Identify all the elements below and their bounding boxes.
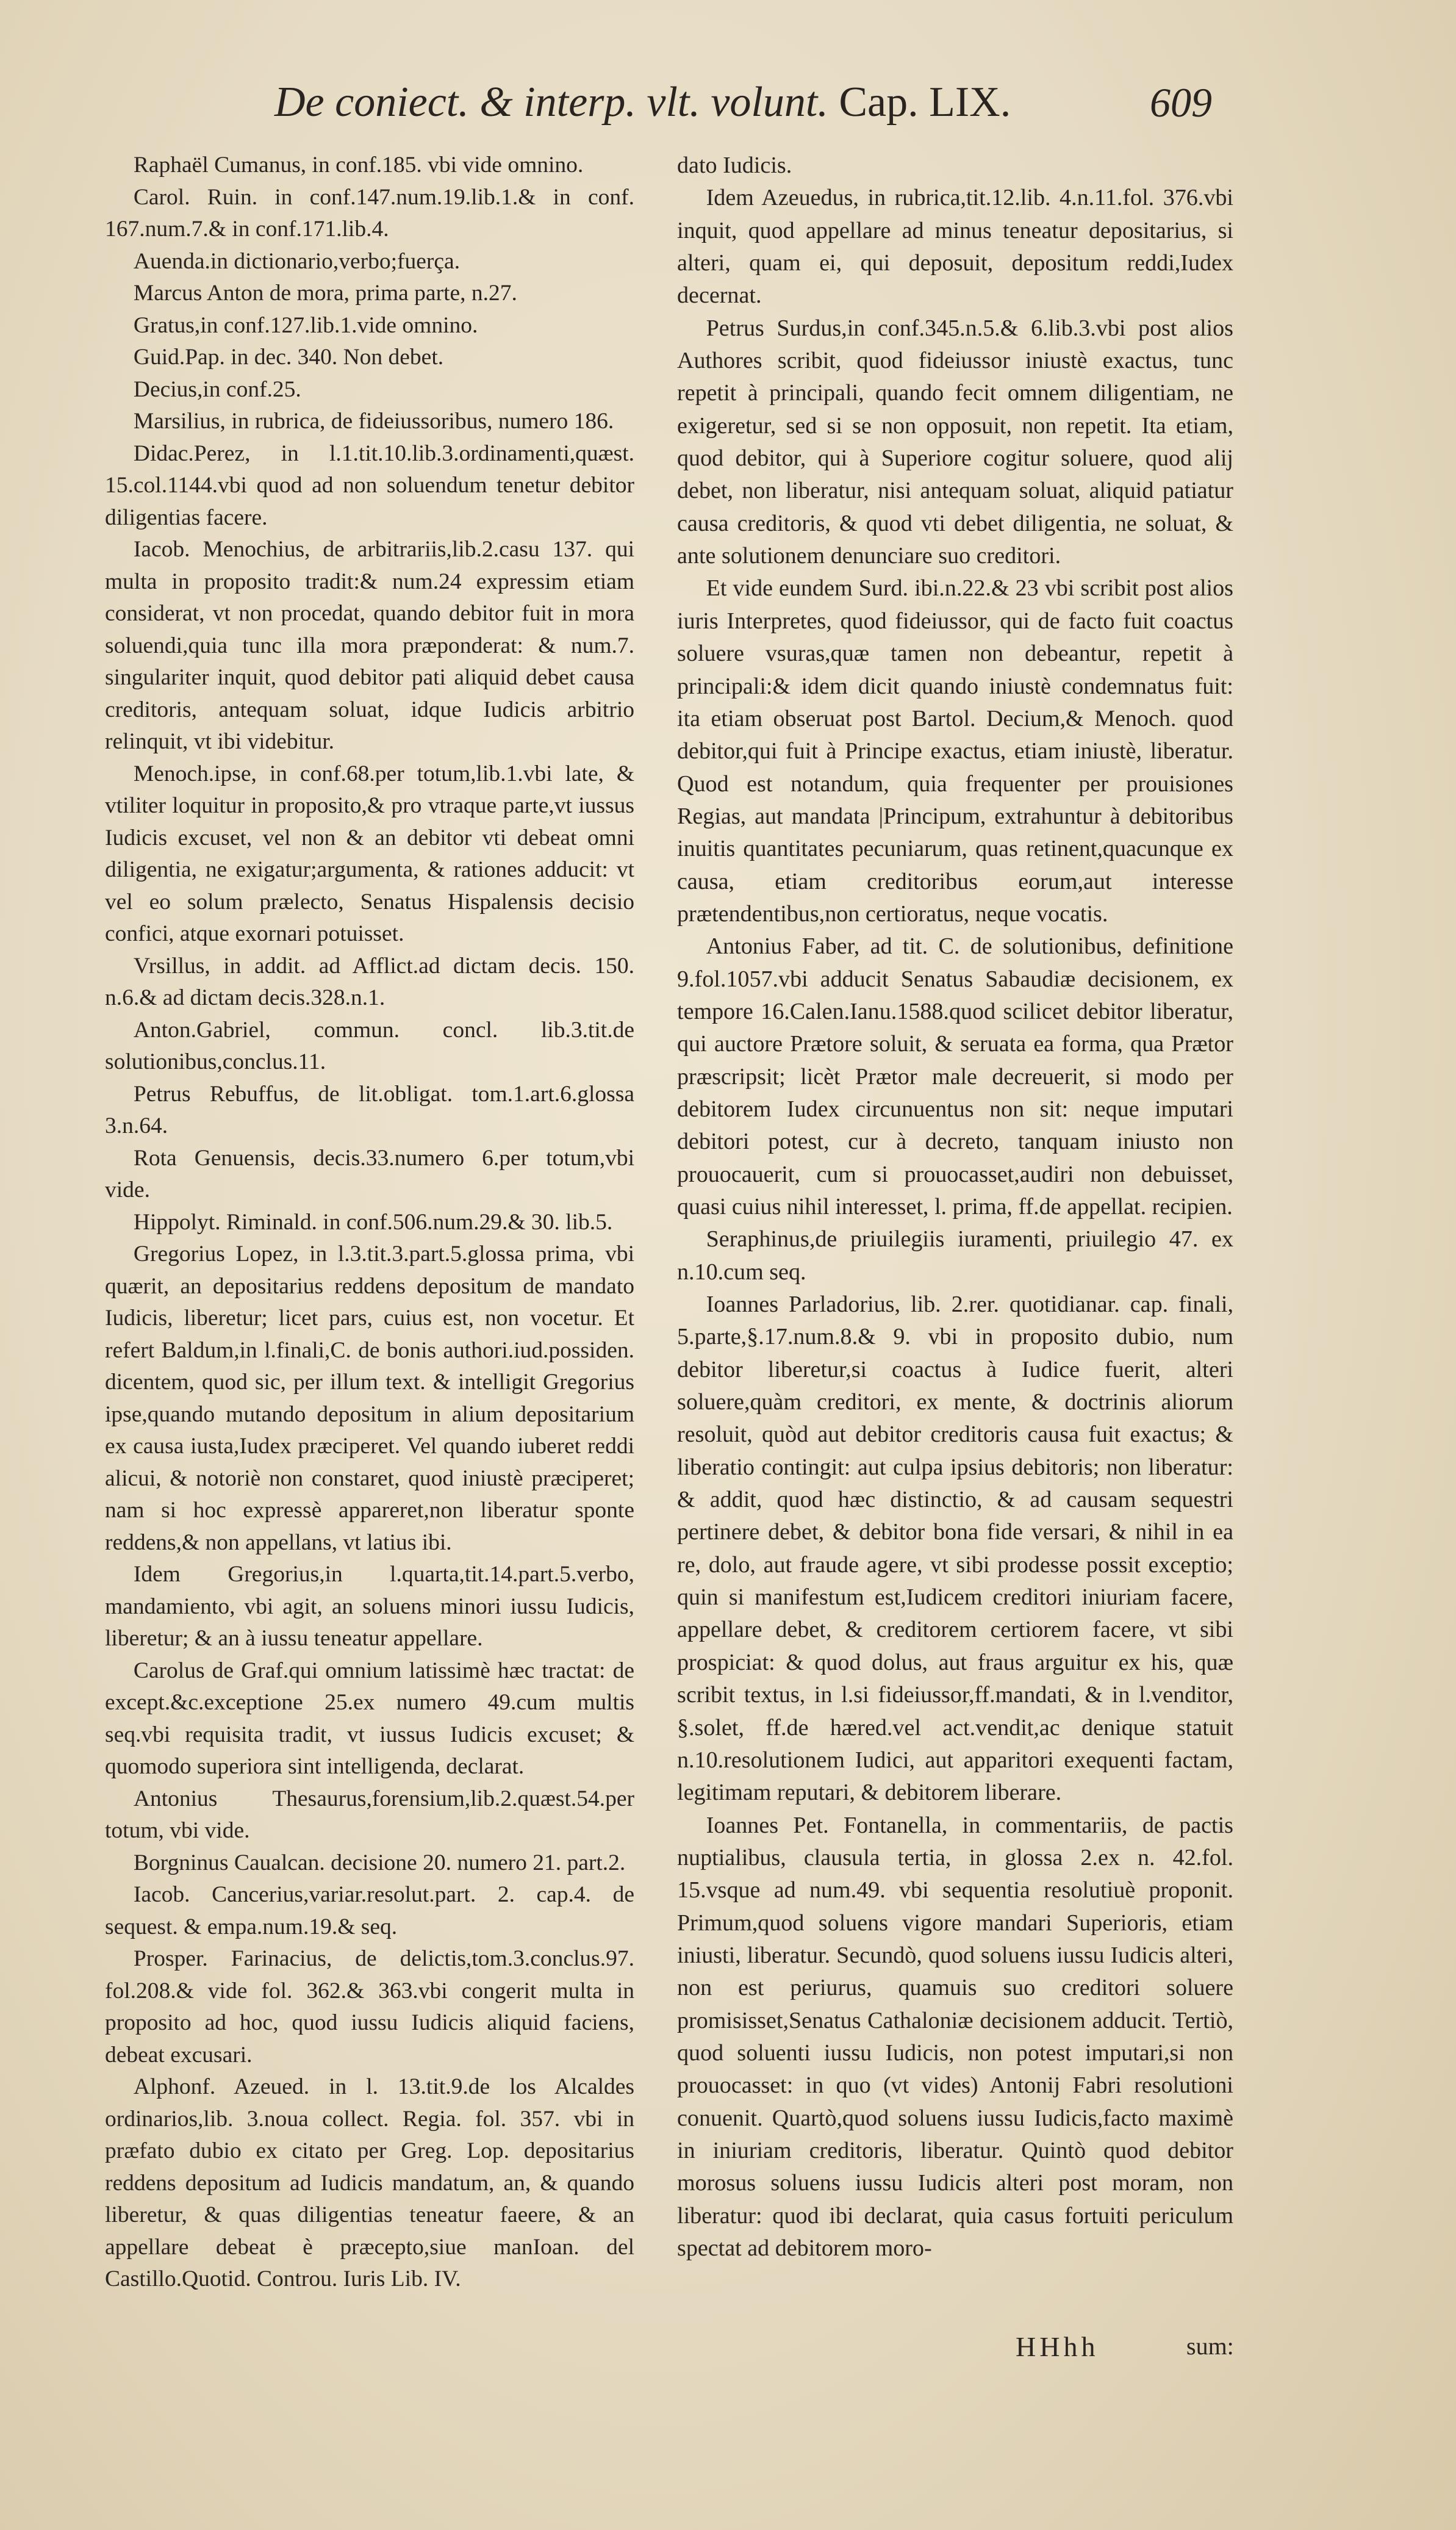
citation-entry: Iacob. Menochius, de arbitrariis,lib.2.casu 137. qui multa in proposito tradit:& num.24 expressim etiam considerat, vt non procedat, quando debitor fuit in mora soluendi,quia tunc illa mora præponderat: & num.7. singulariter inquit, quod debitor pati aliquid debet causa creditoris, antequam soluat, idque Iudicis arbitrio relinquit, vt ibi videbitur.	[105, 537, 634, 754]
citation-entry: Rota Genuensis, decis.33.numero 6.per totum,vbi vide.	[105, 1145, 634, 1202]
citation-entry: Ioannes Pet. Fontanella, in commentariis, de pactis nuptialibus, clausula tertia, in glossa 2.ex n. 42.fol. 15.vsque ad num.49. vbi sequentia resolutiuè proponit. Primum,quod soluens vigore mandari Superioris, etiam iniusti, liberatur. Secundò, quod soluens iussu Iudicis alteri, non est periurus, quamuis suo creditori soluere promisisset,Senatus Cathaloniæ decisionem adducit. Tertiò, quod soluenti iussu Iudicis, non potest imputari,si non prouocasset: in quo (vt vides) Antonij Fabri resolutioni conuenit. Quartò,quod soluens iussu Iudicis,facto maximè in iniuriam creditoris, liberatur. Quintò quod debitor morosus soluens iussu Iudicis alteri post moram, non liberatur: quod ibi declarat, quia casus fortuiti periculum spectat ad debitorem moro-	[677, 1812, 1233, 2261]
citation-entry: Didac.Perez, in l.1.tit.10.lib.3.ordinamenti,quæst. 15.col.1144.vbi quod ad non soluendum tenetur debitor diligentias facere.	[105, 440, 634, 530]
page-number: 609	[1150, 79, 1212, 126]
citation-entry: Prosper. Farinacius, de delictis,tom.3.conclus.97. fol.208.& vide fol. 362.& 363.vbi congerit multa in proposito ad hoc, quod iussu Iudicis aliquid faciens, debeat excusari.	[105, 1946, 634, 2068]
citation-entry: Carolus de Graf.qui omnium latissimè hæc tractat: de except.&c.exceptione 25.ex numero 49.cum multis seq.vbi requisita tradit, vt iussus Iudicis excuset; & quomodo superiora sint intelligenda, declarat.	[105, 1658, 634, 1779]
citation-entry: Menoch.ipse, in conf.68.per totum,lib.1.vbi late, & vtiliter loquitur in proposito,& pro vtraque parte,vt iussus Iudicis excuset, vel non & an debitor vti debeat omni diligentia, ne exigatur;argumenta, & rationes adducit: vt vel eo solum prælecto, Senatus Hispalensis decisio confici, atque exornari potuisset.	[105, 761, 634, 946]
citation-entry: dato Iudicis.	[677, 153, 792, 178]
citation-entry: Iacob. Cancerius,variar.resolut.part. 2. cap.4. de sequest. & empa.num.19.& seq.	[105, 1882, 634, 1939]
citation-entry: Et vide eundem Surd. ibi.n.22.& 23 vbi scribit post alios iuris Interpretes, quod fideiussor, qui de facto fuit coactus soluere vsuras,quæ tamen non debeantur, repetit à principali:& idem dicit quando iniustè condemnatus fuit: ita etiam obseruat post Bartol. Decium,& Menoch. quod debitor,qui fuit à Principe exactus, etiam iniustè, liberatur. Quod est notandum, quia frequenter per prouisiones Regias, aut mandata |Principum, extrahuntur à debitoribus inuitis quantitates pecuniarum, quas retinent,quacunque ex causa, etiam creditoribus eorum,aut interesse prætendentibus,non certioratus, neque vocatis.	[677, 575, 1233, 927]
left-column	[105, 149, 634, 2296]
citation-entry: Borgninus Caualcan. decisione 20. numero 21. part.2.	[133, 1850, 626, 1875]
running-title-main: De coniect. & interp. vlt. volunt.	[274, 79, 828, 126]
citation-entry: Marsilius, in rubrica, de fideiussoribus, numero 186.	[133, 409, 614, 434]
citation-entry: Guid.Pap. in dec. 340. Non debet.	[133, 345, 444, 370]
citation-entry: Vrsillus, in addit. ad Afflict.ad dictam decis. 150. n.6.& ad dictam decis.328.n.1.	[105, 953, 634, 1010]
citation-entry: Decius,in conf.25.	[133, 376, 301, 402]
citation-entry: Idem Azeuedus, in rubrica,tit.12.lib. 4.n.11.fol. 376.vbi inquit, quod appellare ad minus teneatur depositarius, si alteri, quam ei, qui deposuit, depositum reddi,Iudex decernat.	[677, 185, 1233, 309]
citation-entry: Antonius Thesaurus,forensium,lib.2.quæst.54.per totum, vbi vide.	[105, 1786, 634, 1843]
citation-entry: Gregorius Lopez, in l.3.tit.3.part.5.glossa prima, vbi quærit, an depositarius reddens depositum de mandato Iudicis, liberetur; licet pars, cuius est, non vocetur. Et refert Baldum,in l.finali,C. de bonis authori.iud.possiden. dicentem, quod sic, per illum text. & intelligit Gregorius ipse,quando mutando depositum in alium depositarium ex causa iusta,Iudex præciperet. Vel quando iuberet reddi alicui, & notoriè non constaret, quod iniustè præciperet; nam si hoc expressè appareret,non liberatur sponte reddens,& non appellans, vt latius ibi.	[105, 1242, 634, 1555]
running-title-chapter: Cap. LIX.	[839, 79, 1011, 126]
signature-mark: HHhh	[1016, 2331, 1099, 2362]
citation-entry: Idem Gregorius,in l.quarta,tit.14.part.5.verbo, mandamiento, vbi agit, an soluens minori iussu Iudicis, liberetur; & an à iussu teneatur appellare.	[105, 1562, 634, 1651]
citation-entry: Carol. Ruin. in conf.147.num.19.lib.1.& in conf. 167.num.7.& in conf.171.lib.4.	[105, 184, 634, 242]
citation-entry: Alphonf. Azeued. in l. 13.tit.9.de los Alcaldes ordinarios,lib. 3.noua collect. Regia. fol. 357. vbi in præfato dubio ex citato per Greg. Lop. depositarius reddens depositum ad Iudicis mandatum, an, & quando liberetur, & quas diligentias teneatur faeere, & an appellare debeat è præcepto,siue manIoan. del Castillo.Quotid. Controu. Iuris Lib. IV.	[105, 2074, 634, 2291]
citation-entry: Raphaël Cumanus, in conf.185. vbi vide omnino.	[133, 153, 584, 178]
citation-entry: Hippolyt. Riminald. in conf.506.num.29.& 30. lib.5.	[133, 1209, 613, 1235]
citation-entry: Petrus Rebuffus, de lit.obligat. tom.1.art.6.glossa 3.n.64.	[105, 1081, 634, 1138]
citation-entry: Ioannes Parladorius, lib. 2.rer. quotidianar. cap. finali, 5.parte,§.17.num.8.& 9. vbi in proposito dubio, num debitor liberetur,si coactus à Iudice fuerit, alteri soluere,quàm creditori, ex mente, & doctrinis aliorum resoluit, quòd aut debitor creditoris causa fuit exactus; & liberatio contingit: aut culpa ipsius debitoris; non liberatur: & addit, quod hæc distinctio, & ad causam sequestri pertinere debet, & debitor bona fide versari, & nihil in ea re, dolo, aut fraude agere, vt sibi prodesse possit exceptio; quin si manifestum est,Iudicem creditori iniuriam facere, appellare debet, & creditorem certiorem facere, vt sibi prospiciat: & quod dolus, aut fraus arguitur ex his, quæ scribit textus, in l.si fideiussor,ff.mandati, & in l.venditor, §.solet, ff.de hæred.vel act.vendit,ac denique statuit n.10.resolutionem Iudici, aut apparitori exequenti factam, legitimam reputari, & debitorem liberare.	[677, 1292, 1233, 1806]
citation-entry: Petrus Surdus,in conf.345.n.5.& 6.lib.3.vbi post alios Authores scribit, quod fideiussor iniustè exactus, tunc repetit à principali, quando fecit omnem diligentiam, ne exigeretur, sed si se non opposuit, non repetit. Ita etiam, quod debitor, qui à Superiore cogitur soluere, quod alij debet, non liberatur, nisi antequam soluat, aliquid patiatur causa creditoris, & quod vti debet diligentia, ne soluat, & ante solutionem denunciare suo creditori.	[677, 315, 1233, 569]
citation-entry: Gratus,in conf.127.lib.1.vide omnino.	[133, 312, 478, 338]
citation-entry: Marcus Anton de mora, prima parte, n.27.	[133, 281, 517, 306]
citation-entry: Auenda.in dictionario,verbo;fuerça.	[133, 248, 461, 274]
page-header	[0, 0, 1456, 159]
citation-entry: Anton.Gabriel, commun. concl. lib.3.tit.de solutionibus,conclus.11.	[105, 1017, 634, 1074]
citation-entry: Seraphinus,de priuilegiis iuramenti, priuilegio 47. ex n.10.cum seq.	[677, 1226, 1233, 1285]
catchword: sum:	[1186, 2332, 1234, 2360]
right-column	[677, 149, 1233, 2265]
citation-entry: Antonius Faber, ad tit. C. de solutionibus, definitione 9.fol.1057.vbi adducit Senatus Sabaudiæ decisionem, ex tempore 16.Calen.Ianu.1588.quod scilicet debitor liberatur, qui auctore Prætore soluit, & seruata ea forma, qua Prætor præscripsit; licèt Prætor male decreuerit, si modo per debitorem Iudex circunuentus non sit: neque imputari debitori potest, cur à decreto, tanquam iniusto non prouocauerit, cum si prouocasset,audiri non debuisset, quasi cuius nihil interesset, l. prima, ff.de appellat. recipien.	[677, 933, 1233, 1220]
running-title	[274, 78, 1011, 127]
